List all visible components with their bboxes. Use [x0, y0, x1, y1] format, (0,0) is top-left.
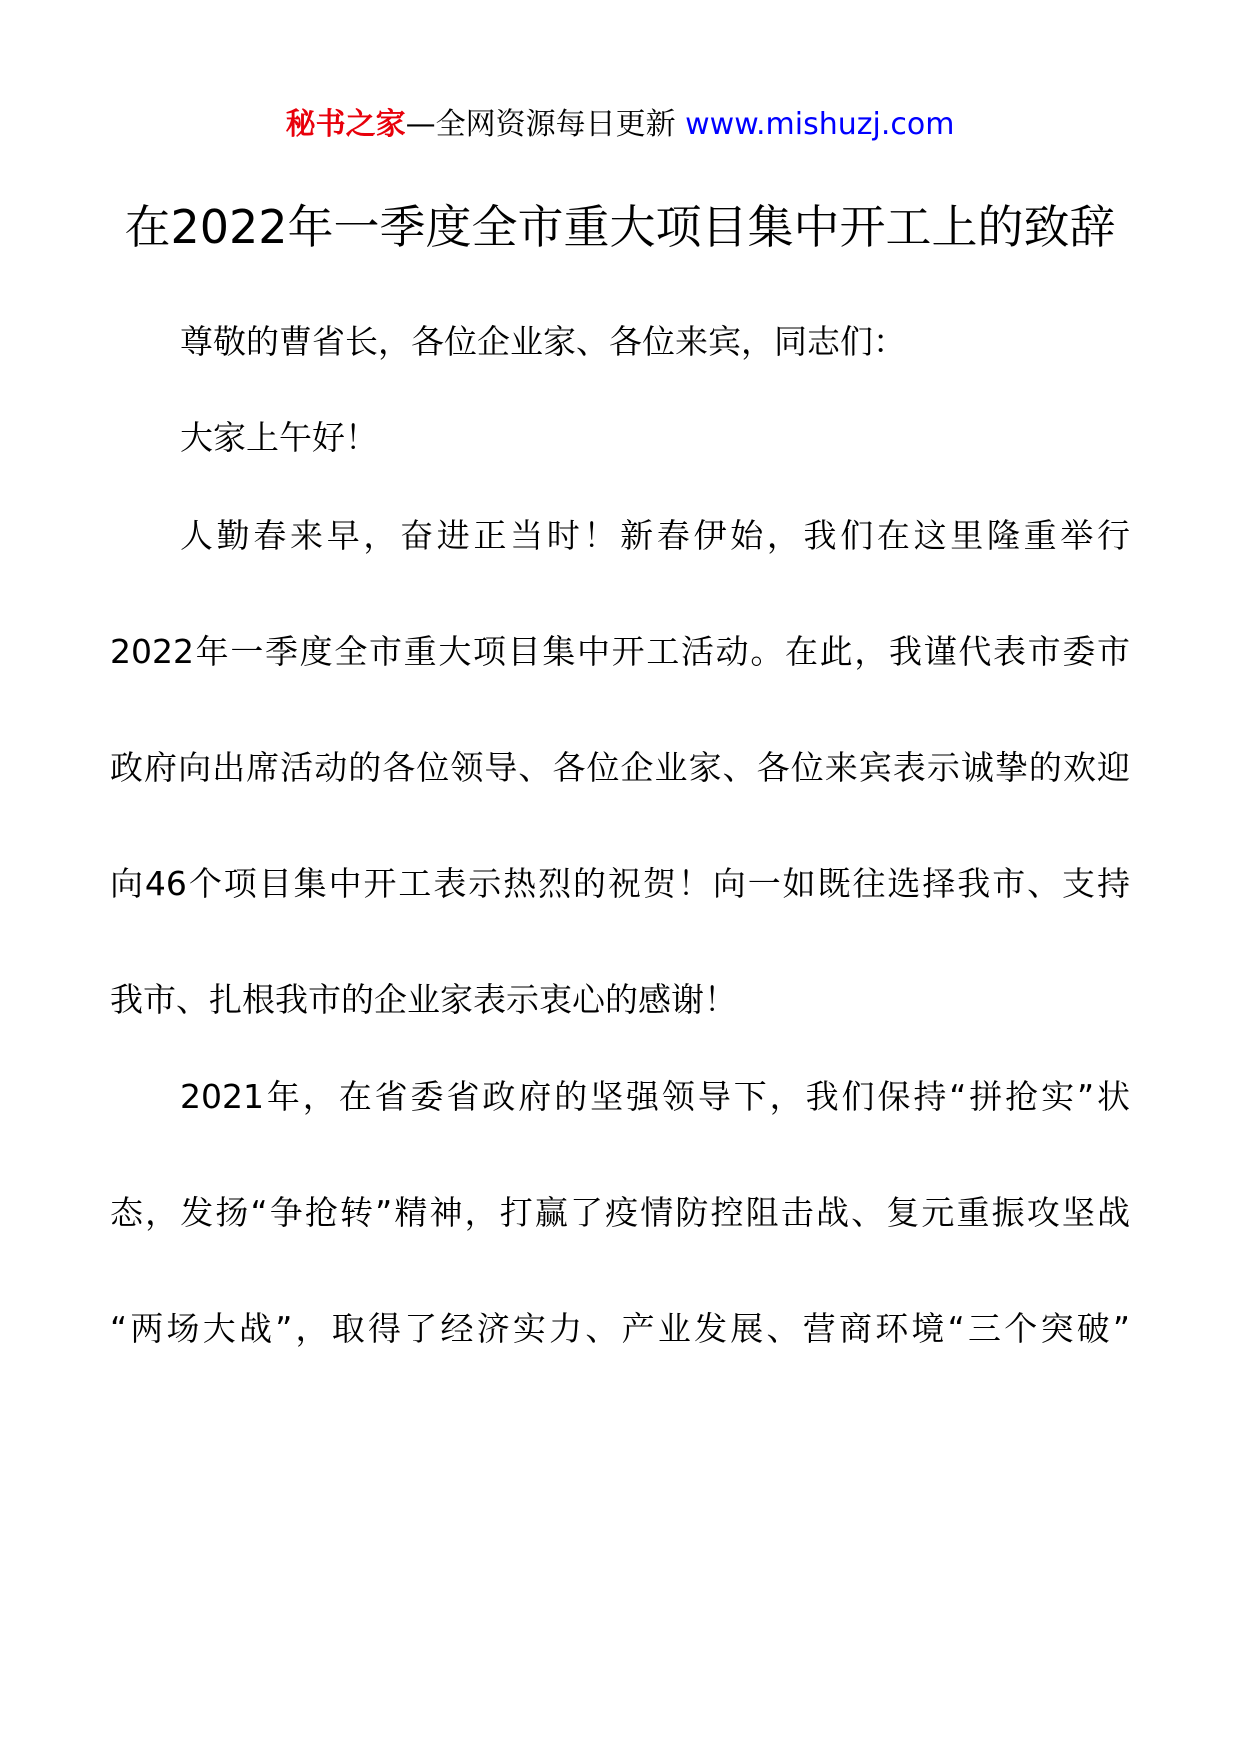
- body-line-5: 我市、扎根我市的企业家表示衷心的感谢！: [110, 980, 737, 1019]
- site-url-link[interactable]: www.mishuzj.com: [685, 107, 955, 142]
- salutation: 尊敬的曹省长，各位企业家、各位来宾，同志们：: [180, 322, 906, 361]
- body-line-8: “两场大战”，取得了经济实力、产业发展、营商环境“三个突破”: [110, 1309, 1130, 1348]
- greeting: 大家上午好！: [180, 418, 378, 457]
- document-title: 在2022年一季度全市重大项目集中开工上的致辞: [124, 200, 1116, 254]
- body-line-1: 人勤春来早，奋进正当时！新春伊始，我们在这里隆重举行: [180, 516, 1130, 555]
- body-line-6: 2021年，在省委省政府的坚强领导下，我们保持“拼抢实”状: [180, 1077, 1130, 1116]
- site-header: [0, 100, 1240, 150]
- header-tagline: —全网资源每日更新: [405, 107, 676, 142]
- body-line-3: 政府向出席活动的各位领导、各位企业家、各位来宾表示诚挚的欢迎: [110, 748, 1130, 787]
- body-line-7: 态，发扬“争抢转”精神，打赢了疫情防控阻击战、复元重振攻坚战: [110, 1193, 1130, 1232]
- body-line-4: 向46个项目集中开工表示热烈的祝贺！向一如既往选择我市、支持: [110, 864, 1130, 903]
- brand-name: 秘书之家: [285, 107, 406, 142]
- body-line-2: 2022年一季度全市重大项目集中开工活动。在此，我谨代表市委市: [110, 632, 1130, 671]
